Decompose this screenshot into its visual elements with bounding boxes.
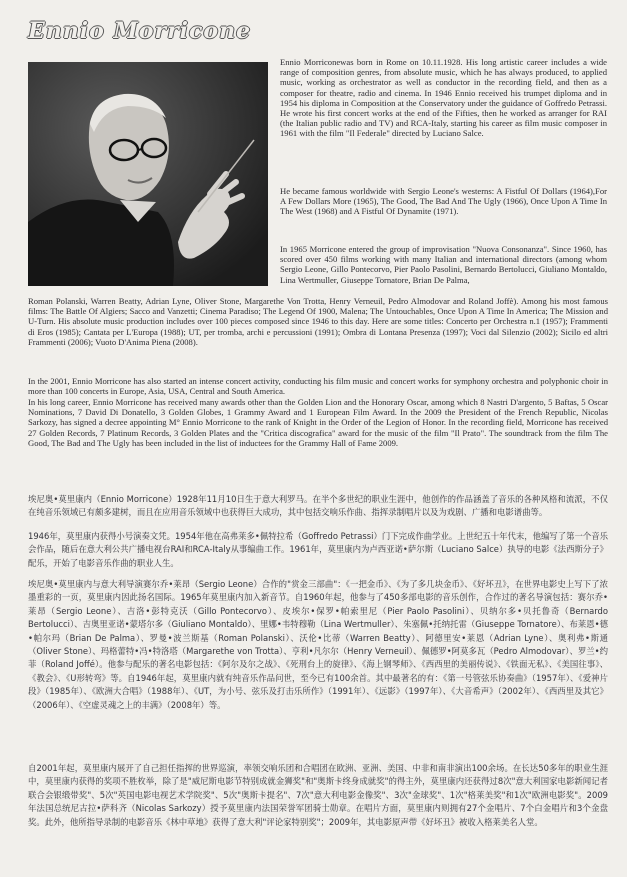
bio-paragraph-cn-4: 自2001年起，莫里康内展开了自己担任指挥的世界巡演，率领交响乐团和合唱团在欧洲、亚洲、美国、中非和南非演出100余场。在长达50多年的职业生涯中，莫里康内获得的奖项不胜枚举，除了是"威尼斯电影节特别成就金狮奖"和"奥斯卡终身成就奖"的得主外，莫里康内还获得过8次"意大利国家电影新闻记者联合会银缎带奖"、5次"英国电影电视艺术学院奖"、5次"奥斯卡提名"、7次"意大利电影金像奖"、3次"金球奖"、1次"格莱美奖"和1次"欧洲电影奖"。2009年法国总统尼古拉•萨科齐（Nicolas Sarkozy）授予莫里康内法国荣誉军团骑士勋章。在唱片方面，莫里康内则拥有27个金唱片、7个白金唱片和3个金盘奖。此外，他所指导录制的电影音乐《林中草地》获得了意大利"评论家特别奖"；2009年，其电影原声带《好坏丑》被收入格莱美名人堂。 [28, 763, 608, 827]
bio-paragraph-birth: Ennio Morriconewas born in Rome on 10.11.1928. His long artistic career includes a wide range of composition genres, from absolute music, which he has always produced, to applied music, working as orchestrator as well as conductor in the recording field, and then as a composer for theatre, radio and cinema. In 1946 Ennio received his trumpet diploma and in 1954 his diploma in Composition at the Conservatory under the guidance of Goffredo Petrassi. He wrote his first concert works at the end of the Fifties, then he worked as arranger for RAI (the Italian public radio and TV) and RCA-Italy, starting his career as film music composer in 1961 with the film "Il Federale" directed by Luciano Salce. [280, 57, 607, 139]
bio-paragraph-awards: In his long career, Ennio Morricone has received many awards other than the Golden Lion and the Honorary Oscar, among which 8 Nastri D'argento, 5 Baftas, 5 Oscar Nominations, 7 David Di Donatello, 3 Golden Globes, 1 Grammy Award and 1 European Film Award. In the 2009 the President of the French Republic, Nicolas Sarkozy, has signed a decree appointing M° Ennio Morricone to the rank of Knight in the Order of the Legion of Honor. In the recording field, Morricone has received 27 Golden Records, 7 Platinum Records, 3 Golden Plates and the "Critica discografica" award for the music of the film "Il Prato". The soundtrack from the film The Good, The Bad and The Ugly has been included in the list of inductees for the Grammy Hall of Fame 2009. [28, 397, 608, 448]
bio-paragraph-concerts: In the 2001, Ennio Morricone has also started an intense concert activity, conducting his film music and concert works for symphony orchestra and polyphonic choir in more than 100 concerts in Europe, Asia, USA, Central and South America. [28, 376, 608, 397]
page-title: Ennio Morricone [28, 18, 252, 44]
bio-paragraph-cn-2: 1946年，莫里康内获得小号演奏文凭。1954年他在高弗莱多•佩特拉希（Goffredo Petrassi）门下完成作曲学业。上世纪五十年代末，他编写了第一个音乐会作品，随后在意大利公共广播电视台RAI和RCA-Italy从事编曲工作。1961年，莫里康内为卢西亚诺•萨尔斯（Luciano Salce）执导的电影《法西斯分子》配乐，开始了电影音乐作曲的职业人生。 [28, 531, 608, 568]
portrait-photo [28, 62, 268, 286]
bio-paragraph-cn-1: 埃尼奥•莫里康内（Ennio Morricone）1928年11月10日生于意大利罗马。在半个多世纪的职业生涯中，他创作的作品涵盖了音乐的各种风格和流派，不仅在纯音乐领域已有颇多建树，而且在应用音乐领域中也获得巨大成功，其中包括交响乐作曲、指挥录制唱片以及为戏剧、广播和电影谱曲等。 [28, 494, 608, 518]
bio-paragraph-films: Roman Polanski, Warren Beatty, Adrian Lyne, Oliver Stone, Margarethe Von Trotta, Henry Verneuil, Pedro Almodovar and Roland Joffè). Among his most famous films: The Battle Of Algiers; Sacco and Vanzetti; Cinema Paradiso; The Legend Of 1900, Malena; The Untouchables, Once Upon A Time In America; The Mission and U-Turn. His absolute music production includes over 100 pieces composed since 1946 to this day. Here are some titles: Concerto per Orchestra n.1 (1957); Frammenti di Eros (1985); Cantata per L'Europa (1988); UT, per tromba, archi e percussioni (1991); Ombra di Lontana Presenza (1997); Voci dal Silenzio (2002); Sicilo ed altri Frammenti (2006); Vuoto D'Anima Piena (2008). [28, 296, 608, 347]
bio-paragraph-career-start: In 1965 Morricone entered the group of improvisation "Nuova Consonanza". Since 1960, has scored over 450 films working with many Italian and international directors (among whom Sergio Leone, Gillo Pontecorvo, Pier Paolo Pasolini, Bernardo Bertolucci, Giuliano Montaldo, Lina Wertmuller, Giuseppe Tornatore, Brian De Palma, [280, 244, 607, 285]
bio-paragraph-cn-3: 埃尼奥•莫里康内与意大利导演赛尔乔•莱昂（Sergio Leone）合作的"赏金三部曲"：《一把金币》、《为了多几块金币》、《好坏丑》，在世界电影史上写下了浓墨重彩的一页，莫里康内因此扬名国际。1965年莫里康内加入新音节。自1960年起，他参与了450多部电影的音乐创作，合作过的著名导演包括：赛尔乔•莱昂（Sergio Leone）、吉洛•彭特克沃（Gillo Pontecorvo）、皮埃尔•保罗•帕索里尼（Pier Paolo Pasolini）、贝纳尔多•贝托鲁奇（Bernardo Bertolucci）、吉奥里亚诺•蒙塔尔多（Giuliano Montaldo）、里娜•韦特穆勒（Lina Wertmuller）、朱塞佩•托纳托雷（Giuseppe Tornatore）、布莱恩•德•帕尔玛（Brian De Palma）、罗曼•波兰斯基（Roman Polanski）、沃伦•比蒂（Warren Beatty）、阿德里安•莱恩（Adrian Lyne）、奥利弗•斯通（Oliver Stone）、玛格蕾特•冯•特洛塔（Margarethe von Trotta）、亨利•凡尔尔（Henry Verneuil）、佩德罗•阿莫多瓦（Pedro Almodovar）、罗兰•约菲（Roland Joffé）。他参与配乐的著名电影包括：《阿尔及尔之战》、《死刑台上的旋律》、《海上钢琴师》、《西西里的美丽传说》、《铁面无私》、《美国往事》、《教会》、《U形转弯》等。自1946年起，莫里康内就有纯音乐作品问世，至今已有100余首。其中最著名的有：《第一号管弦乐协奏曲》（1957年）、《爱神片段》（1985年）、《欧洲大合唱》（1988年）、《UT，为小号、弦乐及打击乐所作》（1991年）、《远影》（1997年）、《大音希声》（2002年）、《西西里及其它》（2006年）、《空虚灵魂之上的丰满》（2008年）等。 [28, 579, 608, 710]
bio-paragraph-westerns: He became famous worldwide with Sergio Leone's westerns: A Fistful Of Dollars (1964),For A Few Dollars More (1965), The Good, The Bad And The Ugly (1966), Once Upon A Time In The West (1968) and A Fistful Of Dynamite (1971). [280, 186, 607, 217]
